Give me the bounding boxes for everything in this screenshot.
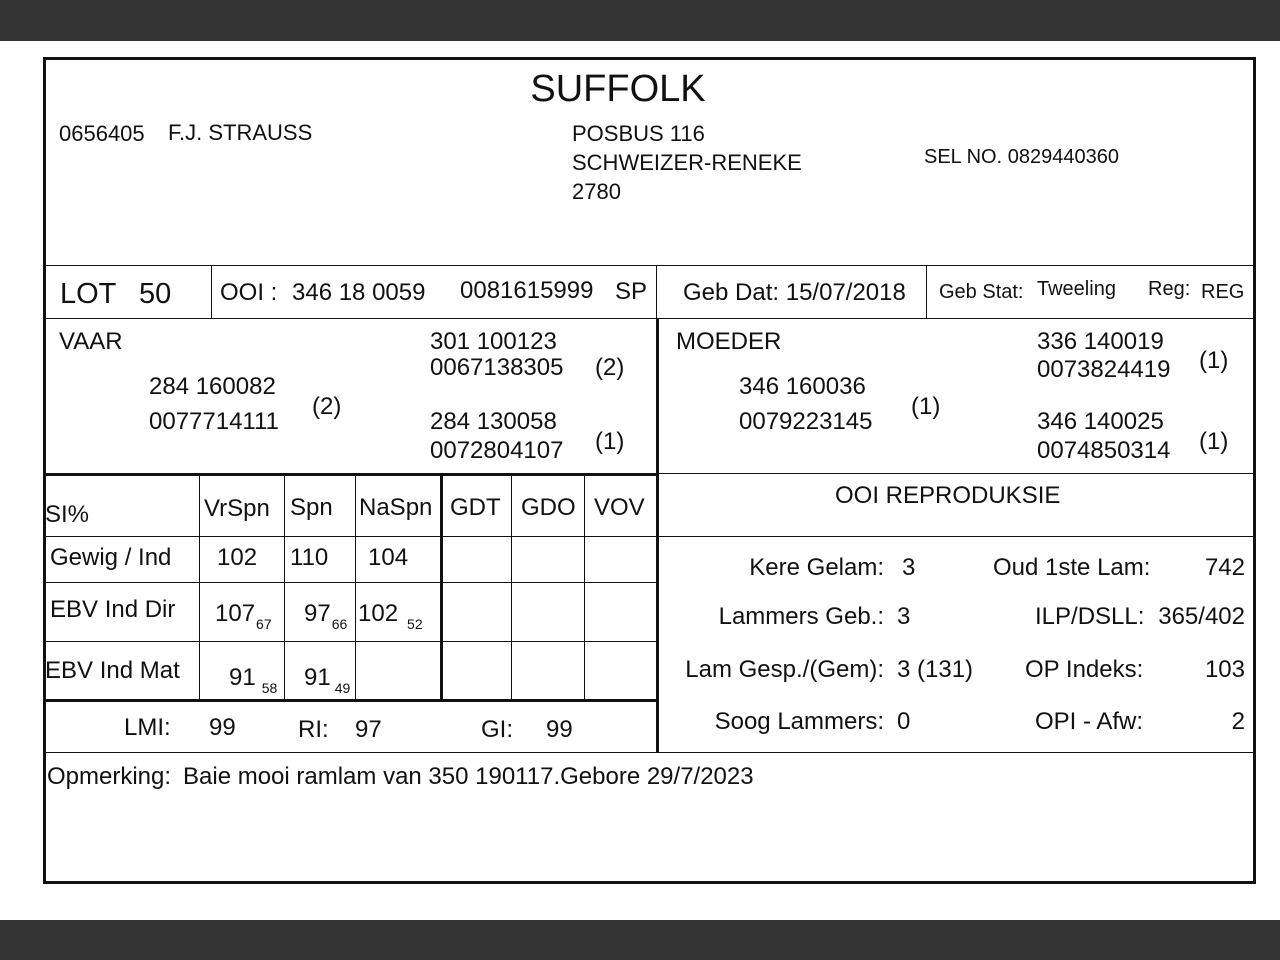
bottom-bar (0, 920, 1280, 960)
vline-col-gdt (440, 476, 443, 700)
gesp-label: Lam Gesp./(Gem): (685, 656, 884, 683)
divider-pedigree (44, 473, 658, 476)
reg-label: Reg: (1148, 278, 1191, 300)
col-gdt: GDT (450, 494, 501, 521)
gi-label: GI: (481, 716, 514, 743)
oud-value: 742 (1204, 554, 1245, 581)
dam-label: MOEDER (676, 328, 782, 355)
row1-label: Gewig / Ind (50, 544, 172, 571)
dam-dam-code: (1) (1199, 428, 1229, 455)
row2-naspn: 102 (358, 600, 399, 627)
vline-col-gdo (511, 476, 512, 700)
vline-col-vrspn (199, 476, 200, 700)
repro-title: OOI REPRODUKSIE (835, 482, 1061, 509)
col-spn: Spn (290, 494, 333, 521)
sire-reg: 0077714111 (149, 408, 279, 435)
col-vov: VOV (594, 494, 645, 521)
row2-vrspn-cell (215, 600, 272, 632)
gesp-value: 3 (131) (897, 656, 974, 683)
lmi-value: 99 (209, 714, 236, 741)
lot-label: LOT (60, 278, 117, 310)
dam-reg: 0079223145 (739, 408, 873, 435)
vline-col-vov (584, 476, 585, 700)
address-line3: 2780 (572, 179, 621, 204)
vline-lot (211, 266, 212, 318)
row3-spn-cell (304, 664, 351, 696)
row2-spn-acc: 66 (331, 616, 348, 632)
row1-spn: 110 (290, 544, 329, 571)
vline-col-naspn (355, 476, 356, 700)
vline-center (656, 318, 659, 753)
sire-sire-id: 301 100123 (430, 328, 557, 355)
breeder-number: 0656405 (59, 121, 145, 146)
row2-vrspn-acc: 67 (256, 616, 272, 632)
lammers-label: Lammers Geb.: (718, 603, 884, 630)
divider-repro-title (658, 536, 1254, 537)
dam-sire-reg: 0073824419 (1037, 356, 1171, 383)
breed-title: SUFFOLK (530, 68, 706, 110)
row2-spn: 97 (304, 600, 331, 627)
col-naspn: NaSpn (359, 494, 433, 521)
opi-value: 2 (1231, 708, 1245, 735)
dam-sire-id: 336 140019 (1037, 328, 1164, 355)
row3-spn: 91 (304, 664, 331, 691)
ooi-id: 346 18 0059 (292, 279, 426, 306)
ooi-label: OOI : (220, 279, 278, 306)
dam-sire-code: (1) (1199, 347, 1229, 374)
divider-row1 (44, 582, 658, 583)
row3-spn-acc: 49 (334, 680, 351, 696)
row2-spn-cell (304, 600, 348, 632)
sp-code: SP (615, 278, 648, 305)
breeder-name: F.J. STRAUSS (168, 120, 313, 145)
birth-status-label: Geb Stat: (939, 281, 1024, 303)
row2-vrspn: 107 (215, 600, 256, 627)
reg-value: REG (1201, 281, 1245, 303)
divider-pedigree-right (658, 473, 1254, 474)
sire-sire-reg: 0067138305 (430, 354, 564, 381)
soog-value: 0 (897, 708, 911, 735)
opi-label: OPI - Afw: (1035, 708, 1144, 735)
oud-label: Oud 1ste Lam: (993, 554, 1151, 581)
sire-dam-code: (1) (595, 428, 625, 455)
dam-dam-id: 346 140025 (1037, 408, 1164, 435)
kere-value: 3 (902, 554, 916, 581)
cell-number: SEL NO. 0829440360 (924, 146, 1119, 168)
ilp-value: 365/402 (1158, 603, 1245, 630)
lmi-label: LMI: (124, 714, 171, 741)
lammers-value: 3 (897, 603, 911, 630)
divider-lot (44, 318, 1254, 319)
vline-sp (656, 266, 657, 318)
row1-naspn: 104 (368, 544, 409, 571)
si-corner-label: SI% (45, 501, 90, 528)
vline-gebstat (926, 266, 927, 318)
divider-header (44, 265, 1254, 266)
divider-table-bottom (44, 699, 658, 702)
remark-text: Baie mooi ramlam van 350 190117.Gebore 29/7/2023 (183, 763, 754, 790)
ri-value: 97 (355, 716, 382, 743)
divider-table-header (44, 536, 658, 537)
card-frame (43, 57, 1256, 884)
address-line1: POSBUS 116 (572, 121, 705, 146)
birth-status: Tweeling (1037, 278, 1116, 300)
address-line2: SCHWEIZER-RENEKE (572, 150, 802, 175)
ri-label: RI: (298, 716, 329, 743)
col-gdo: GDO (521, 494, 576, 521)
birth-date: Geb Dat: 15/07/2018 (683, 279, 906, 306)
kere-label: Kere Gelam: (749, 554, 884, 581)
row3-vrspn-cell (229, 664, 278, 696)
sire-id: 284 160082 (149, 373, 276, 400)
row2-label: EBV Ind Dir (50, 596, 176, 623)
row1-vrspn: 102 (217, 544, 258, 571)
op-label: OP Indeks: (1025, 656, 1144, 683)
sire-dam-reg: 0072804107 (430, 437, 564, 464)
vline-col-spn (284, 476, 285, 700)
row3-vrspn-acc: 58 (261, 680, 278, 696)
remark-label: Opmerking: (47, 763, 172, 790)
col-vrspn: VrSpn (204, 495, 270, 522)
ilp-label: ILP/DSLL: (1035, 603, 1145, 630)
dam-dam-reg: 0074850314 (1037, 437, 1171, 464)
top-bar (0, 0, 1280, 41)
sire-label: VAAR (59, 328, 123, 355)
sire-sire-code: (2) (595, 354, 625, 381)
gi-value: 99 (546, 716, 573, 743)
sire-dam-id: 284 130058 (430, 408, 557, 435)
op-value: 103 (1204, 656, 1245, 683)
row3-vrspn: 91 (229, 664, 256, 691)
dam-id: 346 160036 (739, 373, 866, 400)
divider-row2 (44, 641, 658, 642)
row3-label: EBV Ind Mat (45, 657, 180, 684)
lot-number: 50 (139, 278, 172, 310)
soog-label: Soog Lammers: (714, 708, 884, 735)
divider-remark (44, 752, 1254, 753)
row2-naspn-cell (358, 600, 423, 632)
row2-naspn-acc: 52 (407, 616, 423, 632)
ooi-reg-number: 0081615999 (460, 277, 594, 304)
dam-code: (1) (911, 393, 941, 420)
sire-code: (2) (312, 393, 342, 420)
